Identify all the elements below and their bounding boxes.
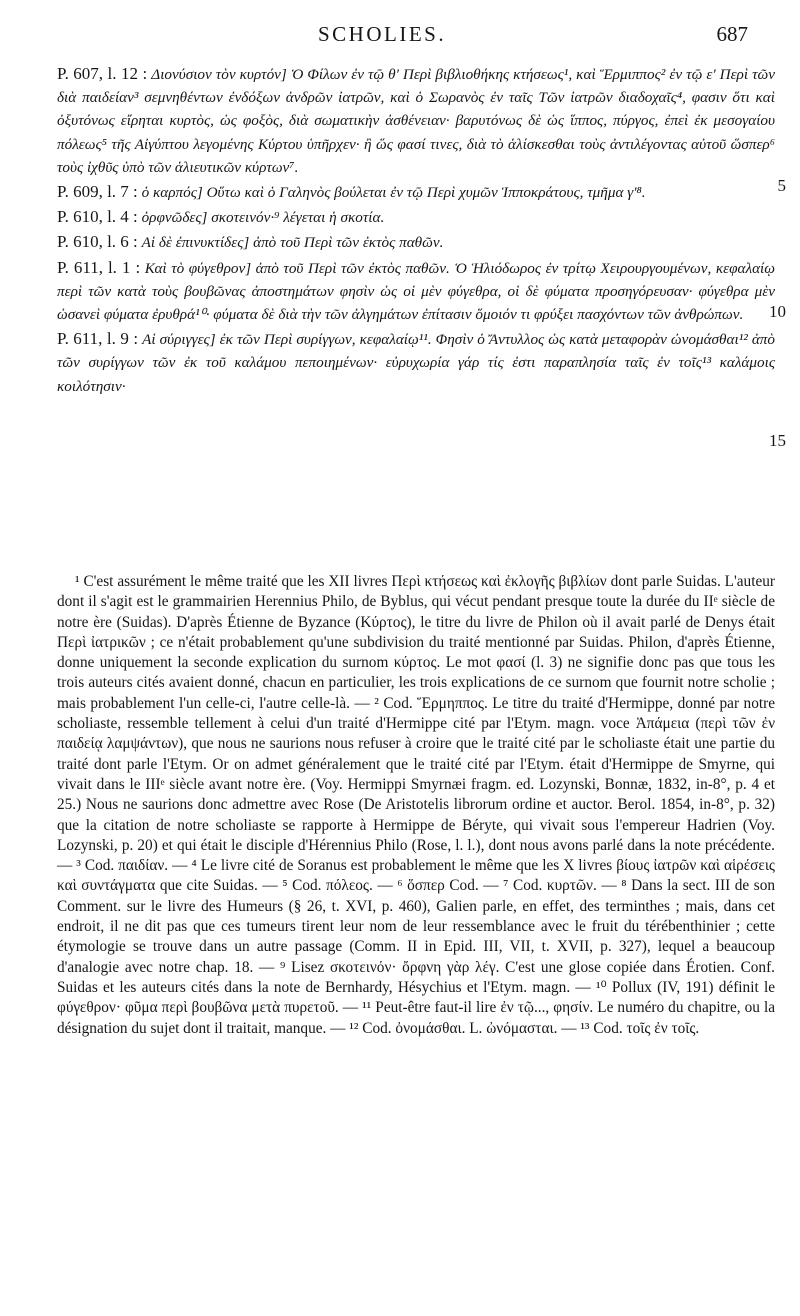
footnotes-text: ¹ C'est assurément le même traité que les XII livres Περὶ κτήσεως καὶ ἐκλογῆς βιβλίων dont parle Suidas. L'auteur dont il s'agit est le grammairien Herennius Philo, de Byblus, qui vécut pendant presque toute la durée du IIᵉ siècle de notre ère (Suidas). D'après Étienne de Byzance (Κύρτος), le titre du livre de Philon où il avait parlé de Denys était Περὶ ἰατρικῶν ; ce n'était probablement qu'une subdivision du traité mentionné par Suidas. Philon, d'après Étienne, donne uniquement la seconde explication du surnom κύρτος. Le mot φασί (l. 3) ne signifie donc pas que tous les trois auteurs cités avaient donné, chacun en particulier, les trois explications de ce surnom que fournit notre scholie ; mais probablement l'un celle-ci, l'autre celle-là. — ² Cod. Ἕρμηππος. Le titre du traité d'Hermippe, donné par notre scholiaste, ressemble tellement à celui d'un traité d'Hermippe cité par l'Etym. magn. voce Ἀπάμεια (περὶ τῶν ἐν παιδείᾳ λαμψάντων), que nous ne saurions nous refuser à croire que le traité cité par le scholiaste était une partie du traité dont parle l'Etym. Or on admet généralement que le traité cité par l'Etym. était d'Hermippe de Smyrne, qui vivait dans le IIIᵉ siècle avant notre ère. (Voy. Hermippi Smyrnæi fragm. ed. Lozynski, Bonnæ, 1832, in-8°, p. 4 et 25.) Nous ne saurions donc admettre avec Rose (De Aristotelis librorum ordine et auctor. Berol. 1854, in-8°, p. 32) que la citation de notre scholiaste se rapporte à Hermippe de Béryte, qui vivait sous l'empereur Hadrien (Voy. Lozynski, p. 20) et qui était le disciple d'Hérennius Philo (Rose, l. l.), dont nous avons parlé dans la note précédente. — ³ Cod. παιδίαν. — ⁴ Le livre cité de Soranus est probablement le même que les X livres βίους ἰατρῶν καὶ αἱρέσεις καὶ συντάγματα que cite Suidas. — ⁵ Cod. πόλεος. — ⁶ ὅσπερ Cod. — ⁷ Cod. κυρτῶν. — ⁸ Dans la sect. III de son Comment. sur le livre des Humeurs (§ 26, t. XVI, p. 460), Galien parle, en effet, des terminthes ; mais, dans cet endroit, il ne dit pas que ces tumeurs tirent leur nom de leur ressemblance avec le fruit du térébenthinier ; cette étymologie se trouve dans un autre passage (Comm. II in Epid. III, VII, t. XVII, p. 327), lequel a beaucoup d'analogie avec notre chap. 18. — ⁹ Lisez σκοτεινόν· ὄρφνη γὰρ λέγ. C'est une glose copiée dans Érotien. Conf. Suidas et les auteurs cités dans la note de Bernhardy, Hésychius et l'Etym. magn. — ¹⁰ Pollux (IV, 191) définit le φύγεθρον· φῦμα περὶ βουβῶνα μετὰ πυρετοῦ. — ¹¹ Peut-être faut-il lire ἐν τῷ..., φησίν. Le numéro du chapitre, ou la désignation du sujet dont il traitait, manque. — ¹² Cod. ὀνομάσθαι. L. ὠνόμασται. — ¹³ Cod. τοῖς ἐν τοῖς. [57, 573, 775, 1037]
running-head [0, 22, 800, 52]
scholion [57, 180, 775, 204]
line-number: 10 [769, 302, 786, 321]
scholion [57, 62, 775, 179]
scholion-reference: P. 607, l. 12 : [57, 64, 148, 83]
scholion-reference: P. 610, l. 4 : [57, 207, 138, 227]
scholion [57, 327, 775, 398]
scholion-reference: P. 609, l. 7 : [57, 182, 138, 202]
scholion-reference: P. 611, l. 1 : [57, 257, 141, 277]
line-number: 15 [769, 431, 786, 450]
running-title: SCHOLIES. [318, 22, 447, 46]
scholion-text: Αἱ σύριγγες] ἐκ τῶν Περὶ συρίγγων, κεφαλαίῳ¹¹. Φησὶν ὁ Ἄντυλλος ὡς κατὰ μεταφορὰν ὠνομάσθαι¹² ἀπὸ τῶν συρίγγων τῶν ἐκ τοῦ καλάμου πεποιημένων· εὐρυχωρία γάρ τίς ἐστι παραπλησία ταῖς ἐν τοῖς¹³ καλάμοις κοιλότησιν· [57, 331, 776, 395]
scholion [57, 205, 775, 229]
scholion-text: ὁ καρπός] Οὕτω καὶ ὁ Γαληνὸς βούλεται ἐν τῷ Περὶ χυμῶν Ἱπποκράτους, τμῆμα γ'⁸. [141, 184, 646, 202]
scholion-text: Διονύσιον τὸν κυρτόν] Ὁ Φίλων ἐν τῷ θ' Περὶ βιβλιοθήκης κτήσεως¹, καὶ Ἕρμιππος² ἐν τῷ ε' Περὶ τῶν διὰ παιδείαν³ σεμνηθέντων ἐνδόξων ἀνδρῶν ἰατρῶν, καὶ ὁ Σωρανὸς ἐν ταῖς Τῶν ἰατρῶν διαδοχαῖς⁴, φασιν ὅτι καὶ ὀξυτόνως εἴρηται κυρτὸς, ὡς φοξὸς, διὰ σωματικὴν ἀσθένειαν· βαρυτόνως δὲ ὡς ἵππος, πύργος, ἐπεὶ ἐκ μεσογαίου πόλεως⁵ τῆς Αἰγύπτου λεγομένης Κύρτου ὑπῆρχεν· ἢ ὥς φασί τινες, διὰ τὸ ἁλίσκεσθαι τοὺς ἀντιλέγοντας αὐτοῦ ὥσπερ⁶ τοὺς ἰχθῦς ὑπὸ τῶν ἁλιευτικῶν κύρτων⁷. [57, 66, 776, 176]
footnotes [57, 572, 775, 1039]
scholion-text: Αἱ δὲ ἐπινυκτίδες] ἀπὸ τοῦ Περὶ τῶν ἐκτὸς παθῶν. [141, 234, 444, 252]
scholion-reference: P. 611, l. 9 : [57, 329, 139, 349]
scholia-text [57, 62, 775, 399]
scholion [57, 256, 775, 327]
line-number: 5 [777, 176, 786, 195]
scholion-text: Καὶ τὸ φύγεθρον] ἀπὸ τοῦ Περὶ τῶν ἐκτὸς παθῶν. Ὁ Ἡλιόδωρος ἐν τρίτῳ Χειρουργουμένων, κεφαλαίῳ περὶ τῶν κατὰ τοὺς βουβῶνας ἀποστημάτων φησὶν ὡς οἱ μὲν φύγεθρα, οἱ δὲ φύματα προσηγόρευσαν· φύγεθρα μὲν ὡσανεὶ φύματα ἐρυθρά¹⁰· φύματα δὲ διὰ τὴν τῶν ἀλγημάτων ἐπίτασιν ὅμοιόν τι φρύξει πασχόντων τῶν ἀνθρώπων. [57, 259, 775, 324]
scholion-reference: P. 610, l. 6 : [57, 232, 138, 252]
page-number: 687 [716, 22, 748, 46]
scholion-text: ὀρφνῶδες] σκοτεινόν·⁹ λέγεται ἡ σκοτία. [141, 209, 385, 227]
scholion [57, 230, 775, 254]
